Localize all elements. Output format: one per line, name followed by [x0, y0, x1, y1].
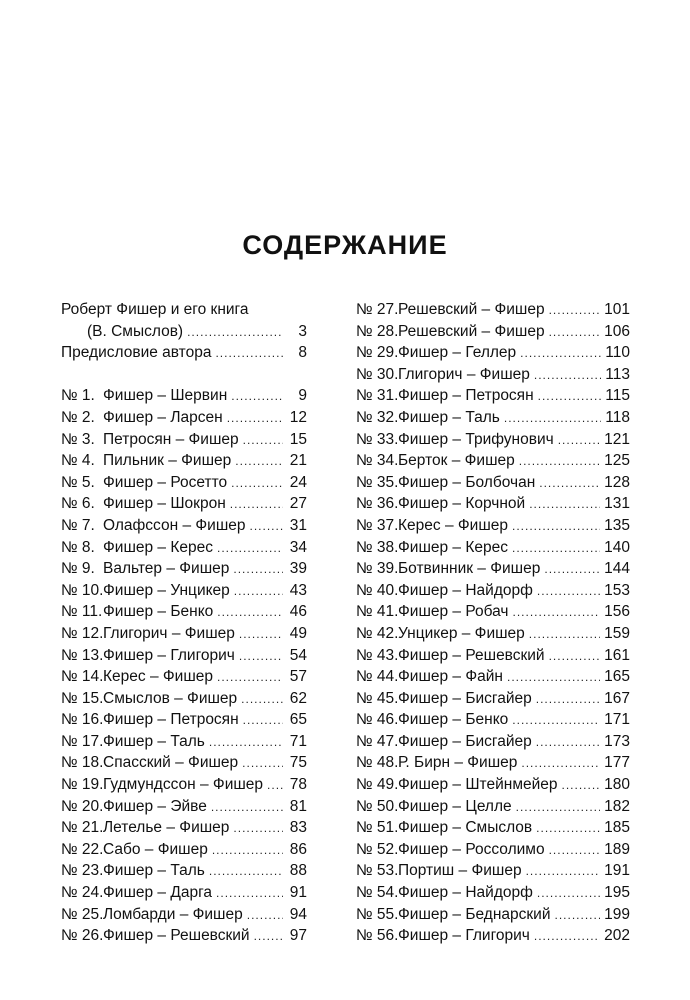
dot-leader [534, 365, 601, 387]
toc-entry[interactable] [61, 429, 307, 451]
toc-entry[interactable] [356, 429, 630, 451]
dot-leader [555, 905, 601, 927]
toc-entry-page: 94 [289, 905, 307, 923]
toc-entry-page: 97 [289, 927, 307, 945]
toc-entry-number: № 47. [356, 732, 399, 750]
toc-entry-title: Фишер – Эйве [103, 797, 207, 815]
dot-leader [549, 300, 601, 322]
toc-entry-page: 54 [289, 646, 307, 664]
toc-entry-page: 86 [289, 840, 307, 858]
toc-entry[interactable] [356, 774, 630, 796]
toc-entry-page: 24 [289, 473, 307, 491]
dot-leader [529, 494, 600, 516]
toc-entry[interactable] [356, 472, 630, 494]
toc-entry[interactable] [356, 321, 630, 343]
toc-entry-page: 140 [604, 538, 630, 556]
toc-entry-page: 156 [604, 603, 630, 621]
toc-entry-page: 39 [289, 560, 307, 578]
toc-entry-title: Фишер – Глигорич [103, 646, 235, 664]
toc-entry-title: Фишер – Болбочан [398, 473, 536, 491]
dot-leader [536, 732, 600, 754]
toc-entry[interactable] [356, 580, 630, 602]
dot-leader [233, 559, 283, 581]
toc-entry-page: 9 [298, 387, 307, 405]
toc-entry-number: № 18. [61, 754, 104, 772]
dot-leader [558, 430, 600, 452]
toc-entry-number: № 21. [61, 819, 104, 837]
toc-entry-number: № 15. [61, 689, 104, 707]
toc-entry-page: 153 [604, 581, 630, 599]
toc-entry-number: № 19. [61, 776, 104, 794]
toc-entry-page: 118 [605, 408, 630, 426]
toc-entry-page: 159 [604, 624, 630, 642]
dot-leader [239, 646, 283, 668]
toc-entry-page: 125 [604, 452, 630, 470]
toc-entry-title: Фишер – Бенко [103, 603, 214, 621]
toc-entry[interactable] [356, 817, 630, 839]
toc-entry[interactable] [356, 407, 630, 429]
toc-entry-number: № 54. [356, 884, 399, 902]
toc-entry-number: № 16. [61, 711, 104, 729]
dot-leader [513, 602, 601, 624]
toc-entry-title: Фишер – Шокрон [103, 495, 226, 513]
dot-leader [227, 408, 283, 430]
toc-entry[interactable] [356, 558, 630, 580]
toc-entry[interactable] [356, 904, 630, 926]
dot-leader [536, 689, 600, 711]
toc-entry-title: Фишер – Решевский [398, 646, 545, 664]
dot-leader [217, 602, 283, 624]
toc-entry-title: Роберт Фишер и его книга [61, 301, 249, 318]
toc-entry[interactable] [61, 580, 307, 602]
toc-entry-title: Ломбарди – Фишер [103, 905, 243, 923]
toc-entry[interactable] [61, 601, 307, 623]
toc-entry[interactable] [61, 904, 307, 926]
dot-leader [520, 343, 601, 365]
toc-entry-number: № 33. [356, 430, 399, 448]
toc-entry-page: 135 [604, 516, 630, 534]
toc-entry-number: № 23. [61, 862, 104, 880]
toc-entry-number: № 26. [61, 927, 104, 945]
toc-entry-number: № 40. [356, 581, 399, 599]
toc-entry-page: 165 [604, 668, 630, 686]
toc-entry-title: Фишер – Керес [103, 538, 213, 556]
toc-entry-number: № 35. [356, 473, 399, 491]
toc-entry[interactable] [61, 925, 307, 947]
toc-entry[interactable] [61, 299, 307, 321]
toc-entry[interactable] [356, 364, 630, 386]
toc-entry-page: 15 [289, 430, 307, 448]
toc-entry-number: № 29. [356, 344, 399, 362]
toc-entry[interactable] [356, 645, 630, 667]
toc-entry-number: № 25. [61, 905, 104, 923]
dot-leader [239, 624, 283, 646]
toc-entry-number: № 56. [356, 927, 399, 945]
dot-leader [549, 840, 601, 862]
toc-entry-title: Керес – Фишер [398, 516, 508, 534]
toc-entry-title: Р. Бирн – Фишер [398, 754, 518, 772]
dot-leader [243, 710, 283, 732]
dot-leader [235, 451, 283, 473]
toc-entry-title: Олафссон – Фишер [103, 516, 246, 534]
toc-entry-number: № 42. [356, 624, 399, 642]
dot-leader [247, 905, 283, 927]
dot-leader [516, 797, 600, 819]
toc-entry[interactable] [61, 645, 307, 667]
dot-leader [544, 559, 600, 581]
toc-entry-title: Петросян – Фишер [103, 430, 239, 448]
toc-entry[interactable] [61, 407, 307, 429]
toc-list-right [356, 299, 630, 947]
dot-leader [233, 818, 283, 840]
toc-entry-number: № 43. [356, 646, 399, 664]
toc-entry-title: Фишер – Росетто [103, 473, 228, 491]
toc-entry[interactable] [356, 882, 630, 904]
toc-entry-title: Фишер – Робач [398, 603, 509, 621]
toc-entry-title: Фишер – Целле [398, 797, 512, 815]
toc-column-left [61, 299, 307, 947]
toc-entry[interactable] [61, 774, 307, 796]
toc-entry-number: № 1. [61, 387, 95, 405]
toc-entry-number: № 48. [356, 754, 399, 772]
toc-entry[interactable] [61, 321, 307, 343]
toc-entry[interactable] [61, 385, 307, 407]
toc-entry-number: № 10. [61, 581, 104, 599]
toc-entry-number: № 41. [356, 603, 399, 621]
toc-entry-title: Фишер – Трифунович [398, 430, 554, 448]
toc-entry-number: № 27. [356, 301, 399, 318]
toc-entry-page: 101 [604, 301, 630, 318]
toc-entry-title: Фишер – Дарга [103, 884, 213, 902]
toc-entry-number: № 38. [356, 538, 399, 556]
toc-entry-title: Решевский – Фишер [398, 322, 545, 340]
toc-entry[interactable] [356, 515, 630, 537]
toc-entry[interactable] [356, 731, 630, 753]
toc-entry-page: 167 [604, 689, 630, 707]
toc-entry-page: 49 [289, 624, 307, 642]
toc-entry-page: 57 [289, 668, 307, 686]
toc-entry-title: Унцикер – Фишер [398, 624, 525, 642]
toc-entry[interactable] [356, 796, 630, 818]
toc-entry[interactable] [61, 731, 307, 753]
dot-leader [539, 473, 600, 495]
toc-entry-page: 189 [604, 840, 630, 858]
toc-entry-page: 81 [289, 797, 307, 815]
dot-leader [250, 516, 283, 538]
toc-entry-title: Фишер – Глигорич [398, 927, 530, 945]
toc-entry[interactable] [356, 537, 630, 559]
toc-entry-number: № 17. [61, 732, 104, 750]
toc-entry-number: № 5. [61, 473, 95, 491]
toc-entry-number: № 34. [356, 452, 399, 470]
toc-entry-page: 88 [289, 862, 307, 880]
dot-leader [216, 883, 283, 905]
toc-entry[interactable] [356, 860, 630, 882]
toc-entry-page: 131 [604, 495, 630, 513]
dot-leader [529, 624, 600, 646]
toc-entry-title: Фишер – Керес [398, 538, 508, 556]
toc-entry-page: 43 [289, 581, 307, 599]
dot-leader [512, 710, 600, 732]
toc-entry[interactable] [61, 666, 307, 688]
toc-entry-page: 65 [289, 711, 307, 729]
toc-entry-page: 128 [604, 473, 630, 491]
toc-entry-title: Фишер – Таль [103, 732, 205, 750]
toc-entry-title: Фишер – Бисгайер [398, 732, 532, 750]
toc-entry-title: Фишер – Россолимо [398, 840, 545, 858]
toc-entry-number: № 53. [356, 862, 399, 880]
toc-entry[interactable] [61, 450, 307, 472]
toc-entry-page: 177 [604, 754, 630, 772]
toc-entry[interactable] [61, 752, 307, 774]
toc-entry-number: № 36. [356, 495, 399, 513]
toc-entry-number: № 37. [356, 516, 399, 534]
toc-entry-page: 34 [289, 538, 307, 556]
toc-entry[interactable] [61, 796, 307, 818]
toc-entry-page: 182 [604, 797, 630, 815]
toc-entry-title: Гудмундссон – Фишер [103, 776, 264, 794]
toc-entry-number: № 11. [61, 603, 103, 621]
dot-leader [243, 430, 283, 452]
toc-entry-title: Фишер – Найдорф [398, 884, 533, 902]
dot-leader [217, 667, 283, 689]
toc-entry[interactable] [61, 515, 307, 537]
toc-entry-title: Фишер – Файн [398, 668, 503, 686]
toc-entry-page: 180 [604, 776, 630, 794]
toc-entry[interactable] [356, 925, 630, 947]
toc-entry[interactable] [61, 817, 307, 839]
toc-entry-number: № 55. [356, 905, 399, 923]
toc-entry-number: № 39. [356, 560, 399, 578]
dot-leader [507, 667, 600, 689]
toc-entry-page: 46 [289, 603, 307, 621]
dot-leader [230, 494, 283, 516]
toc-entry-title: Фишер – Штейнмейер [398, 776, 558, 794]
toc-entry-page: 195 [604, 884, 630, 902]
toc-entry-page: 113 [605, 365, 630, 383]
toc-entry-number: № 8. [61, 538, 95, 556]
toc-entry-number: № 20. [61, 797, 104, 815]
toc-entry-number: № 14. [61, 668, 104, 686]
toc-entry-page: 91 [289, 884, 307, 902]
toc-entry[interactable] [356, 493, 630, 515]
toc-entry-title: Фишер – Решевский [103, 927, 250, 945]
toc-entry-page: 110 [605, 344, 630, 362]
toc-entry-page: 191 [604, 862, 630, 880]
toc-entry-title: Смыслов – Фишер [103, 689, 238, 707]
dot-leader [231, 386, 283, 408]
toc-entry-page: 161 [604, 646, 630, 664]
toc-entry-number: № 30. [356, 365, 399, 383]
toc-entry[interactable] [61, 688, 307, 710]
toc-entry[interactable] [61, 709, 307, 731]
toc-entry[interactable] [61, 623, 307, 645]
toc-entry-title: Берток – Фишер [398, 452, 515, 470]
toc-entry[interactable] [356, 839, 630, 861]
toc-entry-number: № 6. [61, 495, 95, 513]
toc-entry-number: № 46. [356, 711, 399, 729]
dot-leader [212, 840, 283, 862]
toc-entry-title: Фишер – Петросян [398, 387, 534, 405]
toc-entry[interactable] [61, 537, 307, 559]
toc-entry-title: Керес – Фишер [103, 668, 213, 686]
toc-entry[interactable] [356, 450, 630, 472]
dot-leader [549, 646, 601, 668]
dot-leader [215, 343, 283, 365]
dot-leader [512, 516, 600, 538]
toc-entry[interactable] [61, 558, 307, 580]
toc-entry-number: № 7. [61, 516, 95, 534]
toc-entry-title: Глигорич – Фишер [103, 624, 235, 642]
dot-leader [536, 818, 600, 840]
toc-entry-title: Фишер – Бенко [398, 711, 509, 729]
toc-entry[interactable] [61, 839, 307, 861]
dot-leader [242, 753, 283, 775]
toc-entry-number: № 28. [356, 322, 399, 340]
toc-entry-page: 27 [289, 495, 307, 513]
dot-leader [254, 926, 283, 948]
dot-leader [534, 926, 600, 948]
dot-leader [211, 797, 283, 819]
toc-entry-page: 199 [604, 905, 630, 923]
toc-entry-number: № 51. [356, 819, 399, 837]
toc-entry[interactable] [356, 601, 630, 623]
toc-entry-page: 121 [604, 430, 630, 448]
toc-entry-page: 62 [289, 689, 307, 707]
dot-leader [241, 689, 283, 711]
toc-entry-title: Портиш – Фишер [398, 862, 522, 880]
dot-leader [519, 451, 600, 473]
dot-leader [209, 861, 283, 883]
toc-entry-page: 21 [289, 452, 307, 470]
toc-entry-title: Фишер – Смыслов [398, 819, 533, 837]
toc-entry-number: № 3. [61, 430, 95, 448]
toc-entry-number: № 9. [61, 560, 95, 578]
toc-entry-page: 115 [605, 387, 630, 405]
toc-entry-title: Пильник – Фишер [103, 452, 232, 470]
toc-entry-number: № 45. [356, 689, 399, 707]
dot-leader [267, 775, 283, 797]
toc-entry-title: Спасский – Фишер [103, 754, 239, 772]
toc-entry[interactable] [356, 666, 630, 688]
toc-entry-title: Фишер – Ларсен [103, 408, 223, 426]
toc-entry-page: 106 [604, 322, 630, 340]
toc-entry[interactable] [61, 342, 307, 364]
toc-entry[interactable] [61, 860, 307, 882]
toc-entry-number: № 4. [61, 452, 95, 470]
page-title: СОДЕРЖАНИЕ [242, 230, 448, 260]
toc-entry-title: Фишер – Найдорф [398, 581, 533, 599]
toc-entry-number: № 13. [61, 646, 104, 664]
toc-column-right [356, 299, 630, 947]
toc-entry[interactable] [356, 299, 630, 321]
toc-entry[interactable] [356, 385, 630, 407]
toc-entry-number: № 44. [356, 668, 399, 686]
toc-entry-page: 202 [604, 927, 630, 945]
toc-entry-title: (В. Смыслов) [87, 322, 184, 340]
dot-leader [549, 322, 601, 344]
dot-leader [187, 322, 283, 344]
toc-entry-title: Фишер – Геллер [398, 344, 517, 362]
toc-entry-page: 185 [604, 819, 630, 837]
toc-entry-title: Фишер – Шервин [103, 387, 228, 405]
toc-entry-page: 71 [289, 732, 307, 750]
toc-entry-number: № 32. [356, 408, 399, 426]
dot-leader [521, 753, 600, 775]
dot-leader [217, 538, 283, 560]
toc-entry-page: 31 [289, 516, 307, 534]
toc-entry-title: Ботвинник – Фишер [398, 560, 541, 578]
dot-leader [562, 775, 601, 797]
dot-leader [231, 473, 283, 495]
toc-entry-number: № 12. [61, 624, 104, 642]
toc-entry-title: Фишер – Беднарский [398, 905, 551, 923]
toc-entry[interactable] [61, 472, 307, 494]
toc-entry-title: Фишер – Таль [398, 408, 500, 426]
dot-leader [209, 732, 283, 754]
toc-entry-number: № 50. [356, 797, 399, 815]
toc-list-left [61, 385, 307, 946]
toc-entry-number: № 49. [356, 776, 399, 794]
toc-entry-page: 3 [298, 322, 307, 340]
toc-entry-number: № 2. [61, 408, 95, 426]
toc-entry[interactable] [61, 493, 307, 515]
dot-leader [537, 883, 600, 905]
toc-entry-title: Вальтер – Фишер [103, 560, 230, 578]
toc-entry-page: 12 [289, 408, 307, 426]
toc-entry[interactable] [61, 882, 307, 904]
toc-entry-page: 83 [289, 819, 307, 837]
toc-entry-number: № 24. [61, 884, 104, 902]
toc-entry-title: Фишер – Унцикер [103, 581, 230, 599]
toc-entry-number: № 31. [356, 387, 399, 405]
spacer [61, 364, 307, 386]
toc-entry-title: Решевский – Фишер [398, 301, 545, 318]
toc-entry[interactable] [356, 623, 630, 645]
toc-entry-title: Предисловие автора [61, 344, 212, 362]
toc-entry-title: Фишер – Таль [103, 862, 205, 880]
toc-entry[interactable] [356, 342, 630, 364]
toc-entry-page: 171 [604, 711, 630, 729]
toc-entry-page: 8 [298, 344, 307, 362]
toc-entry-page: 75 [289, 754, 307, 772]
toc-entry-number: № 22. [61, 840, 104, 858]
toc-entry-title: Летелье – Фишер [103, 819, 230, 837]
toc-entry-page: 144 [604, 560, 630, 578]
toc-entry-page: 78 [289, 776, 307, 794]
toc-entry[interactable] [356, 752, 630, 774]
toc-entry-title: Фишер – Бисгайер [398, 689, 532, 707]
toc-entry-title: Сабо – Фишер [103, 840, 208, 858]
dot-leader [234, 581, 283, 603]
dot-leader [504, 408, 601, 430]
dot-leader [538, 386, 602, 408]
toc-entry[interactable] [356, 688, 630, 710]
dot-leader [526, 861, 601, 883]
toc-entry-title: Фишер – Корчной [398, 495, 526, 513]
dot-leader [512, 538, 600, 560]
toc-entry-title: Фишер – Петросян [103, 711, 239, 729]
toc-entry[interactable] [356, 709, 630, 731]
toc-entry-number: № 52. [356, 840, 399, 858]
toc-entry-title: Глигорич – Фишер [398, 365, 530, 383]
dot-leader [537, 581, 600, 603]
toc-entry-page: 173 [604, 732, 630, 750]
